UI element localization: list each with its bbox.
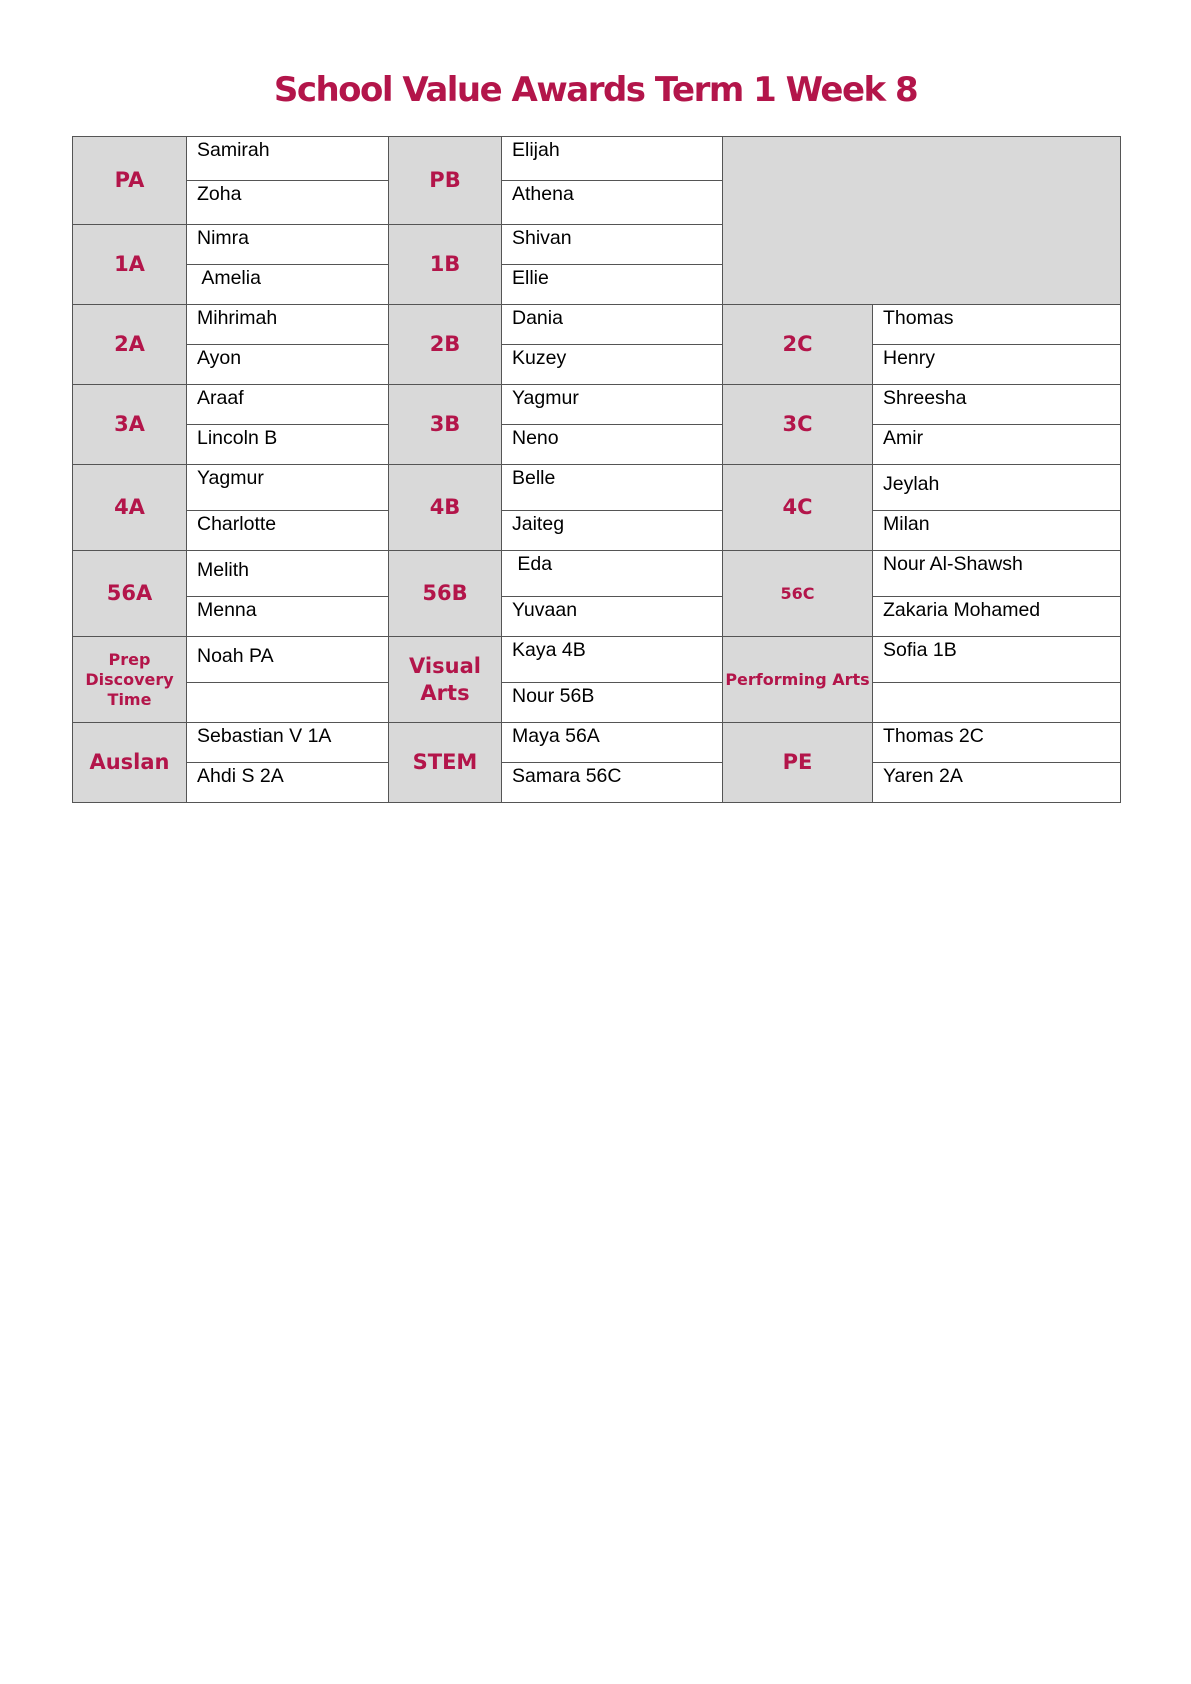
student-name: Mihrimah bbox=[187, 305, 389, 345]
class-label: 3C bbox=[723, 385, 873, 465]
student-name: Dania bbox=[502, 305, 723, 345]
student-name: Shivan bbox=[502, 225, 723, 265]
student-name: Henry bbox=[873, 345, 1121, 385]
student-name: Sofia 1B bbox=[873, 637, 1121, 683]
student-name: Amir bbox=[873, 425, 1121, 465]
class-label: 4C bbox=[723, 465, 873, 551]
empty-shaded-cell bbox=[723, 137, 1121, 305]
table-row bbox=[73, 683, 1121, 723]
table-row bbox=[73, 137, 1121, 181]
student-name: Yuvaan bbox=[502, 597, 723, 637]
class-label: 2C bbox=[723, 305, 873, 385]
table-row bbox=[73, 425, 1121, 465]
class-label: STEM bbox=[389, 723, 502, 803]
class-label: 4B bbox=[389, 465, 502, 551]
awards-table bbox=[72, 136, 1121, 803]
student-name: Samara 56C bbox=[502, 763, 723, 803]
class-label: 3B bbox=[389, 385, 502, 465]
page-title: School Value Awards Term 1 Week 8 bbox=[273, 70, 918, 110]
student-name: Zakaria Mohamed bbox=[873, 597, 1121, 637]
student-name: Lincoln B bbox=[187, 425, 389, 465]
table-row bbox=[73, 345, 1121, 385]
student-name: Athena bbox=[502, 181, 723, 225]
student-name bbox=[873, 683, 1121, 723]
class-label: PA bbox=[73, 137, 187, 225]
student-name: Yaren 2A bbox=[873, 763, 1121, 803]
student-name: Nimra bbox=[187, 225, 389, 265]
student-name: Kuzey bbox=[502, 345, 723, 385]
student-name: Ellie bbox=[502, 265, 723, 305]
class-label: 56A bbox=[73, 551, 187, 637]
student-name: Thomas bbox=[873, 305, 1121, 345]
student-name: Maya 56A bbox=[502, 723, 723, 763]
class-label: Performing Arts bbox=[723, 637, 873, 723]
student-name: Milan bbox=[873, 511, 1121, 551]
table-row bbox=[73, 597, 1121, 637]
student-name: Yagmur bbox=[187, 465, 389, 511]
class-label: 2A bbox=[73, 305, 187, 385]
student-name: Nour Al-Shawsh bbox=[873, 551, 1121, 597]
table-row bbox=[73, 637, 1121, 683]
student-name: Yagmur bbox=[502, 385, 723, 425]
student-name: Ayon bbox=[187, 345, 389, 385]
class-label: 56C bbox=[723, 551, 873, 637]
student-name: Kaya 4B bbox=[502, 637, 723, 683]
student-name: Sebastian V 1A bbox=[187, 723, 389, 763]
student-name: Nour 56B bbox=[502, 683, 723, 723]
class-label: 1A bbox=[73, 225, 187, 305]
student-name: Neno bbox=[502, 425, 723, 465]
class-label: PE bbox=[723, 723, 873, 803]
student-name: Melith bbox=[187, 551, 389, 597]
student-name: Samirah bbox=[187, 137, 389, 181]
student-name: Jeylah bbox=[873, 465, 1121, 511]
table-row bbox=[73, 465, 1121, 511]
class-label: 4A bbox=[73, 465, 187, 551]
table-row bbox=[73, 763, 1121, 803]
student-name: Ahdi S 2A bbox=[187, 763, 389, 803]
student-name: Eda bbox=[502, 551, 723, 597]
table-row bbox=[73, 385, 1121, 425]
student-name: Noah PA bbox=[187, 637, 389, 683]
class-label: 2B bbox=[389, 305, 502, 385]
student-name: Menna bbox=[187, 597, 389, 637]
student-name: Elijah bbox=[502, 137, 723, 181]
student-name: Belle bbox=[502, 465, 723, 511]
student-name: Araaf bbox=[187, 385, 389, 425]
class-label: 1B bbox=[389, 225, 502, 305]
table-row bbox=[73, 723, 1121, 763]
class-label: PB bbox=[389, 137, 502, 225]
student-name: Charlotte bbox=[187, 511, 389, 551]
student-name: Amelia bbox=[187, 265, 389, 305]
student-name: Zoha bbox=[187, 181, 389, 225]
student-name: Thomas 2C bbox=[873, 723, 1121, 763]
class-label: 3A bbox=[73, 385, 187, 465]
class-label: Auslan bbox=[73, 723, 187, 803]
table-row bbox=[73, 551, 1121, 597]
table-row bbox=[73, 511, 1121, 551]
class-label: 56B bbox=[389, 551, 502, 637]
table-row bbox=[73, 305, 1121, 345]
student-name: Shreesha bbox=[873, 385, 1121, 425]
class-label: Visual Arts bbox=[389, 637, 502, 723]
student-name bbox=[187, 683, 389, 723]
student-name: Jaiteg bbox=[502, 511, 723, 551]
class-label: Prep Discovery Time bbox=[73, 637, 187, 723]
